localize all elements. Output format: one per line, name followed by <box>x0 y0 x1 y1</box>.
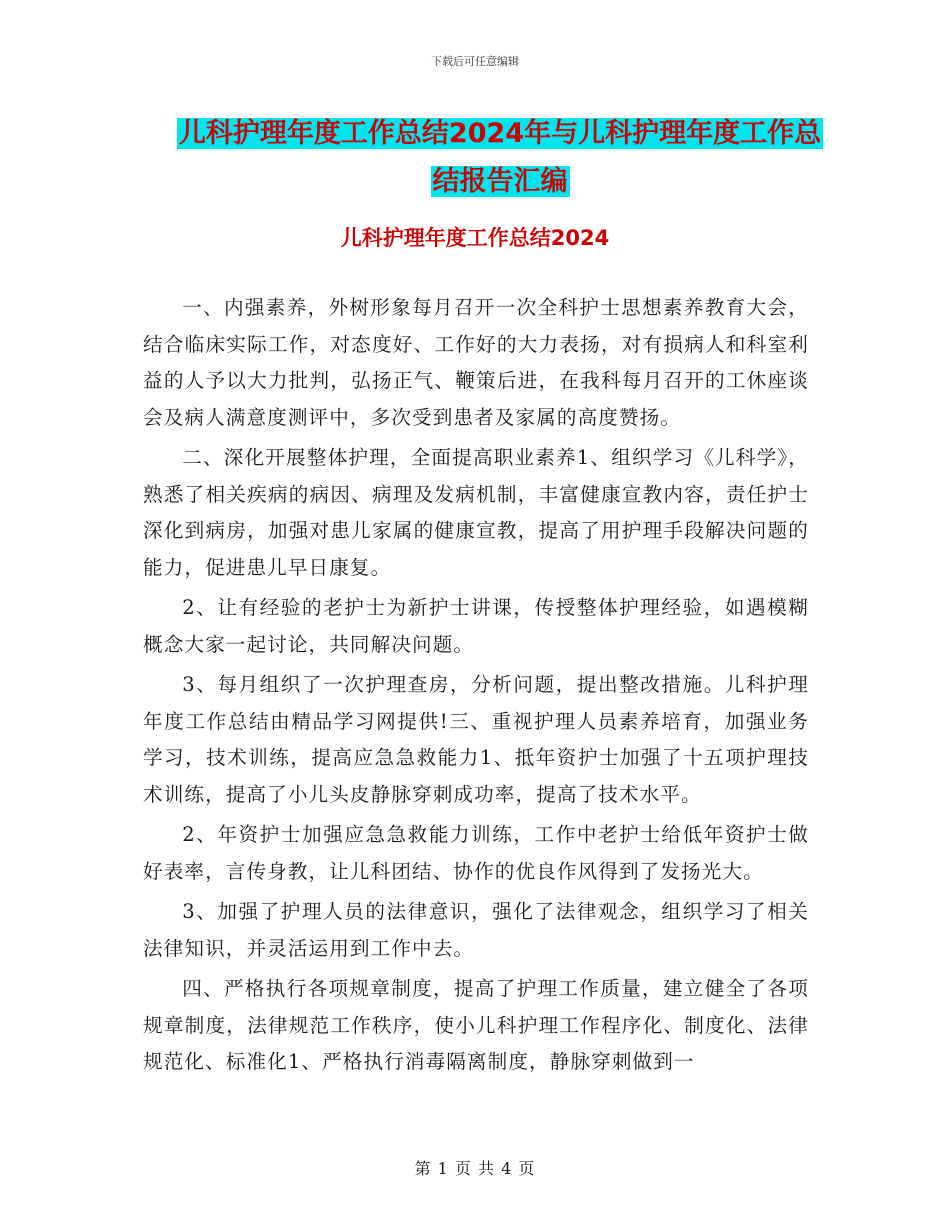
document-title-line-1: 儿科护理年度工作总结2024年与儿科护理年度工作总 <box>178 118 822 149</box>
document-body <box>143 290 809 1085</box>
paragraph: 二、深化开展整体护理，全面提高职业素养1、组织学习《儿科学》，熟悉了相关疾病的病因、病理及发病机制，丰富健康宣教内容，责任护士深化到病房，加强对患儿家属的健康宣教，提高了用护理手段解决问题的能力，促进患儿早日康复。 <box>143 446 809 579</box>
document-title-line-2: 结报告汇编 <box>432 166 568 197</box>
page-number: 第 1 页 共 4 页 <box>414 1159 536 1178</box>
paragraph: 2、年资护士加强应急急救能力训练，工作中老护士给低年资护士做好表率，言传身教，让儿科团结、协作的优良作风得到了发扬光大。 <box>143 823 809 883</box>
paragraph: 四、严格执行各项规章制度，提高了护理工作质量，建立健全了各项规章制度，法律规范工作秩序，使小儿科护理工作程序化、制度化、法律规范化、标准化1、严格执行消毒隔离制度，静脉穿刺做到一 <box>143 977 809 1073</box>
page-header-note: 下载后可任意编辑 <box>431 55 519 68</box>
paragraph: 3、加强了护理人员的法律意识，强化了法律观念，组织学习了相关法律知识，并灵活运用到工作中去。 <box>143 900 809 960</box>
paragraph: 一、内强素养，外树形象每月召开一次全科护士思想素养教育大会，结合临床实际工作，对态度好、工作好的大力表扬，对有损病人和科室利益的人予以大力批判，弘扬正气、鞭策后进，在我科每月召开的工休座谈会及病人满意度测评中，多次受到患者及家属的高度赞扬。 <box>143 296 809 429</box>
paragraph: 3、每月组织了一次护理查房，分析问题，提出整改措施。儿科护理年度工作总结由精品学习网提供!三、重视护理人员素养培育，加强业务学习，技术训练，提高应急急救能力1、抵年资护士加强了十五项护理技术训练，提高了小儿头皮静脉穿刺成功率，提高了技术水平。 <box>143 673 809 806</box>
paragraph: 2、让有经验的老护士为新护士讲课，传授整体护理经验，如遇模糊概念大家一起讨论，共同解决问题。 <box>143 596 809 656</box>
document-title <box>140 110 860 206</box>
section-title: 儿科护理年度工作总结2024 <box>340 226 610 250</box>
